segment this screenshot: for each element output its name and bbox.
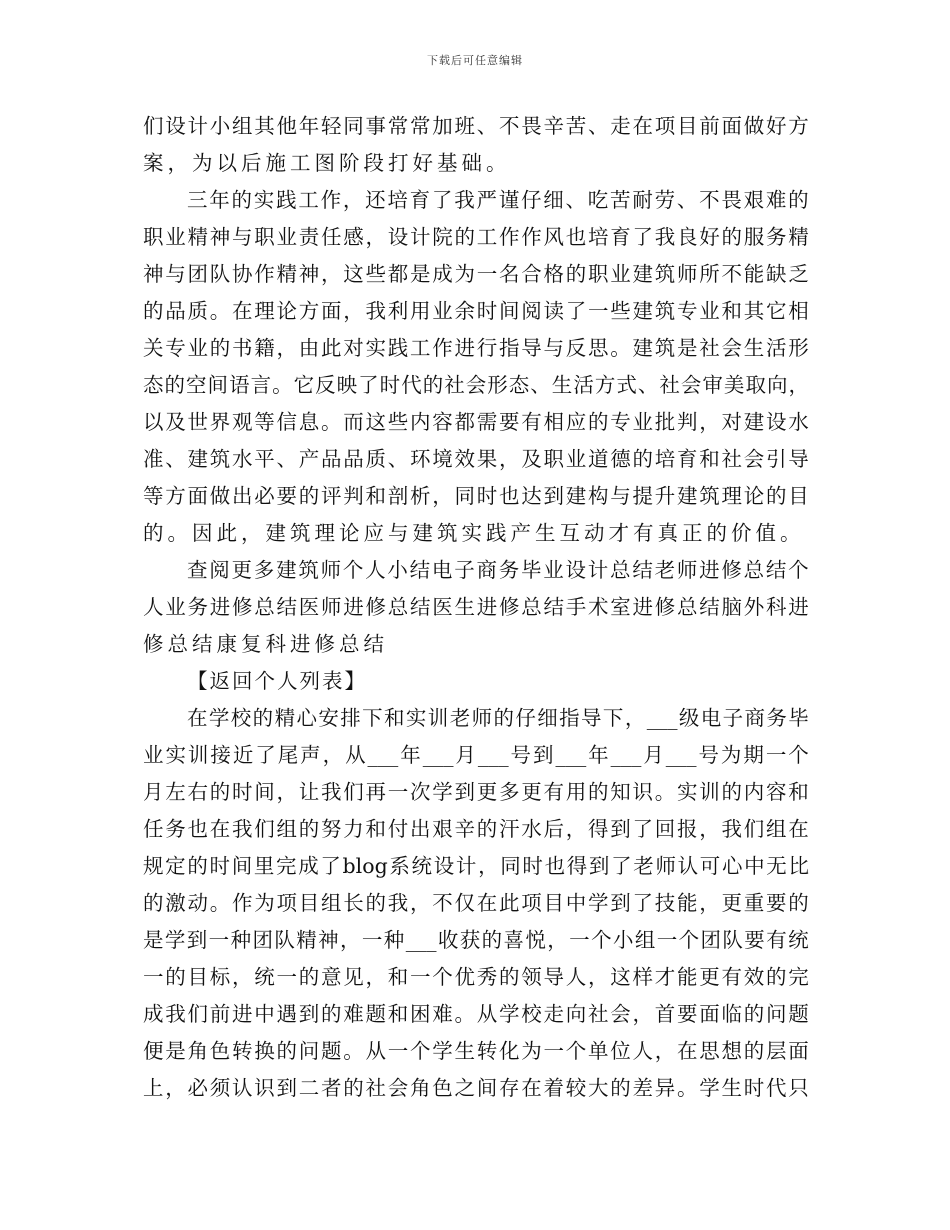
text-line: 的 激 动 。 作 为 项 目 组 长 的 我 ， 不 仅 在 此 项 目 中 学 到 了 技 能 ， 更 重 要 的 (143, 891, 809, 915)
text-line: 以 及 世 界 观 等 信 息 。 而 这 些 内 容 都 需 要 有 相 应 的 专 业 批 判 ， 对 建 设 水 (143, 410, 809, 434)
text-line: 们 设 计 小 组 其 他 年 轻 同 事 常 常 加 班 、 不 畏 辛 苦 、 走 在 项 目 前 面 做 好 方 (143, 114, 809, 138)
text-line: 关 专 业 的 书 籍 ， 由 此 对 实 践 工 作 进 行 指 导 与 反 思 。 建 筑 是 社 会 生 活 形 (143, 336, 809, 360)
text-line: 修总结康复科进修总结 (143, 632, 388, 656)
text-line: 查 阅 更 多 建 筑 师 个 人 小 结 电 子 商 务 毕 业 设 计 总 结 老 师 进 修 总 结 个 (187, 558, 809, 582)
page-header-note: 下载后可任意编辑 (427, 54, 523, 67)
text-line: 等 方 面 做 出 必 要 的 评 判 和 剖 析 ， 同 时 也 达 到 建 构 与 提 升 建 筑 理 论 的 目 (143, 484, 809, 508)
document-body (143, 108, 809, 1107)
text-line: 的。因此，建筑理论应与建筑实践产生互动才有真正的价值。 (143, 521, 805, 545)
text-line: 的 品 质 。 在 理 论 方 面 ， 我 利 用 业 余 时 间 阅 读 了 一 些 建 筑 专 业 和 其 它 相 (143, 299, 809, 323)
text-line: 人 业 务 进 修 总 结 医 师 进 修 总 结 医 生 进 修 总 结 手 术 室 进 修 总 结 脑 外 科 进 (143, 595, 809, 619)
text-line: 三 年 的 实 践 工 作 ， 还 培 育 了 我 严 谨 仔 细 、 吃 苦 耐 劳 、 不 畏 艰 难 的 (187, 188, 809, 212)
text-line: 案，为以后施工图阶段打好基础。 (143, 151, 511, 175)
text-line: 职 业 精 神 与 职 业 责 任 感 ， 设 计 院 的 工 作 作 风 也 培 育 了 我 良 好 的 服 务 精 (143, 225, 809, 249)
text-line: 月 左 右 的 时 间 ， 让 我 们 再 一 次 学 到 更 多 更 有 用 的 知 识 。 实 训 的 内 容 和 (143, 780, 809, 804)
text-line: 态 的 空 间 语 言 。 它 反 映 了 时 代 的 社 会 形 态 、 生 活 方 式 、 社 会 审 美 取 向 ， (143, 373, 809, 397)
text-line: 上 ， 必 须 认 识 到 二 者 的 社 会 角 色 之 间 存 在 着 较 大 的 差 异 。 学 生 时 代 只 (143, 1076, 809, 1100)
return-to-list-text: 【返回个人列表】 (187, 669, 367, 693)
text-line: 业 实 训 接 近 了 尾 声 ， 从 ___ 年 ___ 月 ___ 号 到 ___ 年 ___ 月 ___ 号 为 期 一 个 (143, 743, 809, 767)
text-line: 成 我 们 前 进 中 遇 到 的 难 题 和 困 难 。 从 学 校 走 向 社 会 ， 首 要 面 临 的 问 题 (143, 1002, 809, 1026)
text-line: 是 学 到 一 种 团 队 精 神 ， 一 种 ___ 收 获 的 喜 悦 ， 一 个 小 组 一 个 团 队 要 有 统 (143, 928, 809, 952)
text-line: 准 、 建 筑 水 平 、 产 品 品 质 、 环 境 效 果 ， 及 职 业 道 德 的 培 育 和 社 会 引 导 (143, 447, 809, 471)
text-line: 在 学 校 的 精 心 安 排 下 和 实 训 老 师 的 仔 细 指 导 下 ， ___ 级 电 子 商 务 毕 (187, 706, 809, 730)
text-line: 任 务 也 在 我 们 组 的 努 力 和 付 出 艰 辛 的 汗 水 后 ， 得 到 了 回 报 ， 我 们 组 在 (143, 817, 809, 841)
text-line: 一 的 目 标 ， 统 一 的 意 见 ， 和 一 个 优 秀 的 领 导 人 ， 这 样 才 能 更 有 效 的 完 (143, 965, 809, 989)
text-line: 神 与 团 队 协 作 精 神 ， 这 些 都 是 成 为 一 名 合 格 的 职 业 建 筑 师 所 不 能 缺 乏 (143, 262, 809, 286)
text-line: 规 定 的 时 间 里 完 成 了 blog 系 统 设 计 ， 同 时 也 得 到 了 老 师 认 可 心 中 无 比 (143, 854, 809, 878)
text-line: 便 是 角 色 转 换 的 问 题 。 从 一 个 学 生 转 化 为 一 个 单 位 人 ， 在 思 想 的 层 面 (143, 1039, 809, 1063)
